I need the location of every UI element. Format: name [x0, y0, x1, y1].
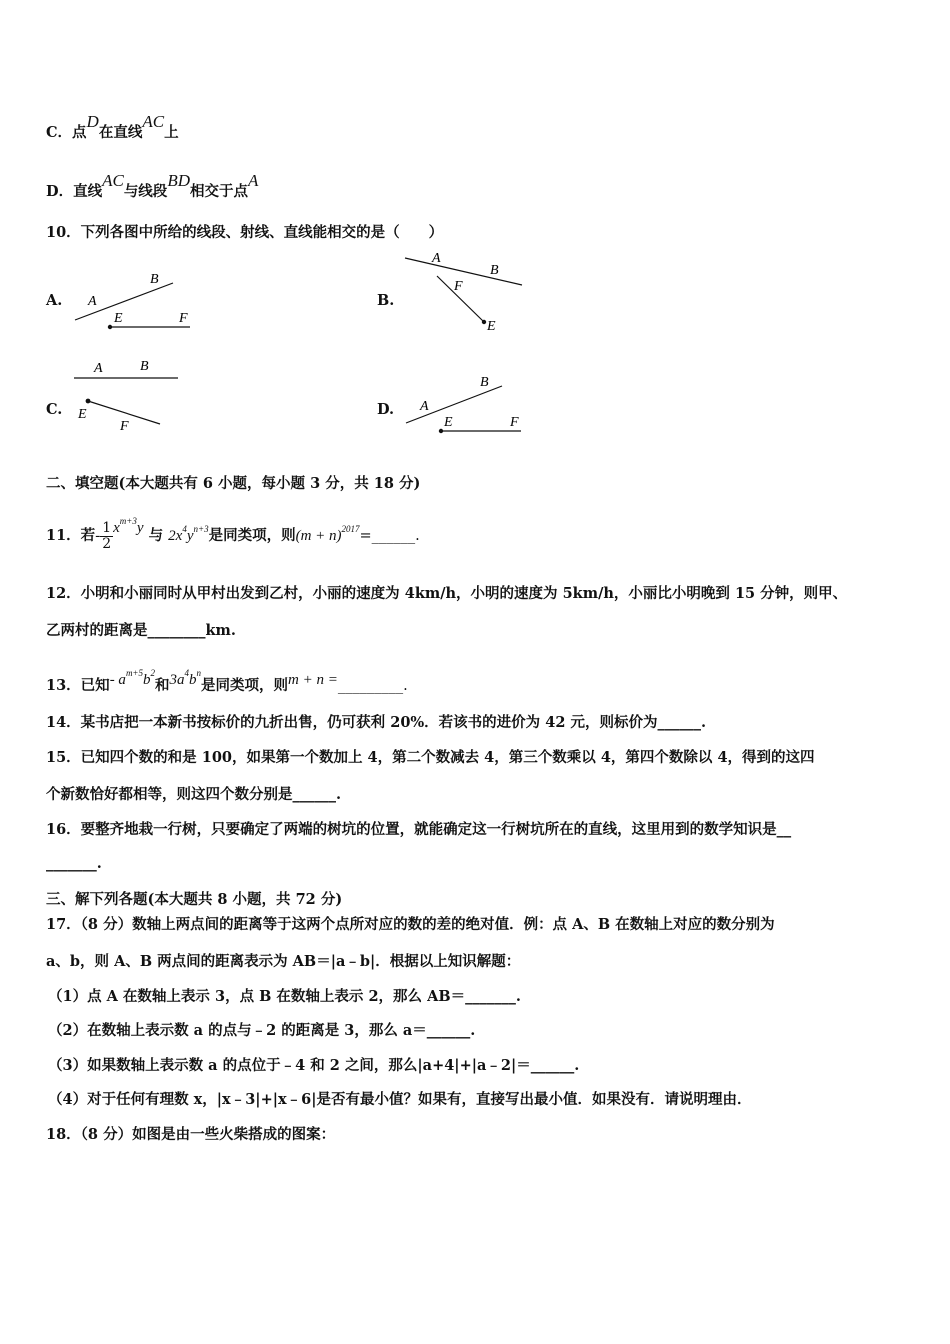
question-13: 13．已知- $a^{m+5}b^2$和$3a^4b^n$是同类项，则m + n =_________. — [46, 668, 408, 694]
point-f-label: F — [120, 419, 129, 434]
question-16-line1: 16．要整齐地栽一行树，只要确定了两端的树坑的位置，就能确定这一行树坑所在的直线，这里用到的数学知识是__ — [46, 821, 792, 838]
q10-option-c-label: C. — [46, 401, 63, 418]
point-e-label: E — [487, 319, 496, 334]
option-c-prev: C．点D在直线AC上 — [46, 112, 179, 141]
question-17-sub4: （4）对于任何有理数 x，|x﹣3|+|x﹣6|是否有最小值？如果有，直接写出最小值．如果没有．请说明理由． — [48, 1091, 752, 1108]
question-17-line1: 17．（8 分）数轴上两点间的距离等于这两个点所对应的数的差的绝对值．例：点 A、B 在数轴上对应的数分别为 — [46, 916, 775, 933]
point-e-label: E — [444, 415, 453, 430]
point-b-label: B — [140, 359, 149, 374]
point-b-label: B — [150, 272, 159, 287]
point-f-label: F — [454, 279, 463, 294]
point-a-label: A — [420, 399, 429, 414]
q10-option-b-label: B. — [377, 292, 395, 309]
question-14: 14．某书店把一本新书按标价的九折出售，仍可获利 20%．若该书的进价为 42 元，则标价为______. — [46, 714, 707, 731]
point-f-label: F — [179, 311, 188, 326]
q10-figure-d — [400, 368, 530, 440]
question-11: 11．若- $\frac{1}{2}$ $x^{m+3}y$ 与 $2x^4y^{n+3}$是同类项，则$(m + n)^{2017}=\_\_\_\_\_\_$. — [46, 516, 420, 552]
section-2-title: 二、填空题(本大题共有 6 小题，每小题 3 分，共 18 分) — [46, 475, 421, 492]
point-e-label: E — [78, 407, 87, 422]
q10-option-a-label: A. — [46, 292, 63, 309]
point-b-label: B — [480, 375, 489, 390]
fraction: $\frac{1}{2}$ — [102, 519, 112, 552]
point-a-label: A — [88, 294, 97, 309]
question-17-sub2: （2）在数轴上表示数 a 的点与﹣2 的距离是 3，那么 a＝______. — [48, 1022, 476, 1039]
question-17-sub3: （3）如果数轴上表示数 a 的点位于﹣4 和 2 之间，那么|a+4|+|a﹣2|＝______. — [48, 1057, 580, 1074]
section-3-title: 三、解下列各题(本大题共 8 小题，共 72 分) — [46, 891, 343, 908]
q10-figure-b — [400, 248, 530, 338]
q10-option-d-label: D. — [377, 401, 395, 418]
question-16-line2: _______. — [46, 855, 102, 872]
question-15-line2: 个新数恰好都相等，则这四个数分别是______. — [46, 786, 342, 803]
question-10-stem: 10．下列各图中所给的线段、射线、直线能相交的是（ ） — [46, 224, 444, 241]
point-f-label: F — [510, 415, 519, 430]
point-a-label: A — [432, 251, 441, 266]
question-17-sub1: （1）点 A 在数轴上表示 3，点 B 在数轴上表示 2，那么 AB＝_______. — [48, 988, 521, 1005]
question-12-line1: 12．小明和小丽同时从甲村出发到乙村，小丽的速度为 4km/h，小明的速度为 5km/h，小丽比小明晚到 15 分钟，则甲、 — [46, 585, 848, 602]
question-15-line1: 15．已知四个数的和是 100，如果第一个数加上 4，第二个数减去 4，第三个数乘以 4，第四个数除以 4，得到的这四 — [46, 749, 815, 766]
question-17-line2: a、b，则 A、B 两点间的距离表示为 AB＝|a﹣b|．根据以上知识解题： — [46, 953, 521, 970]
point-e-label: E — [114, 311, 123, 326]
question-12-line2: 乙两村的距离是________km. — [46, 622, 236, 639]
q10-figure-c — [70, 352, 190, 437]
q10-figure-a — [70, 265, 200, 340]
option-d-prev: D．直线AC与线段BD相交于点A — [46, 171, 259, 200]
point-a-label: A — [94, 361, 103, 376]
question-18: 18．（8 分）如图是由一些火柴搭成的图案： — [46, 1126, 336, 1143]
point-b-label: B — [490, 263, 499, 278]
